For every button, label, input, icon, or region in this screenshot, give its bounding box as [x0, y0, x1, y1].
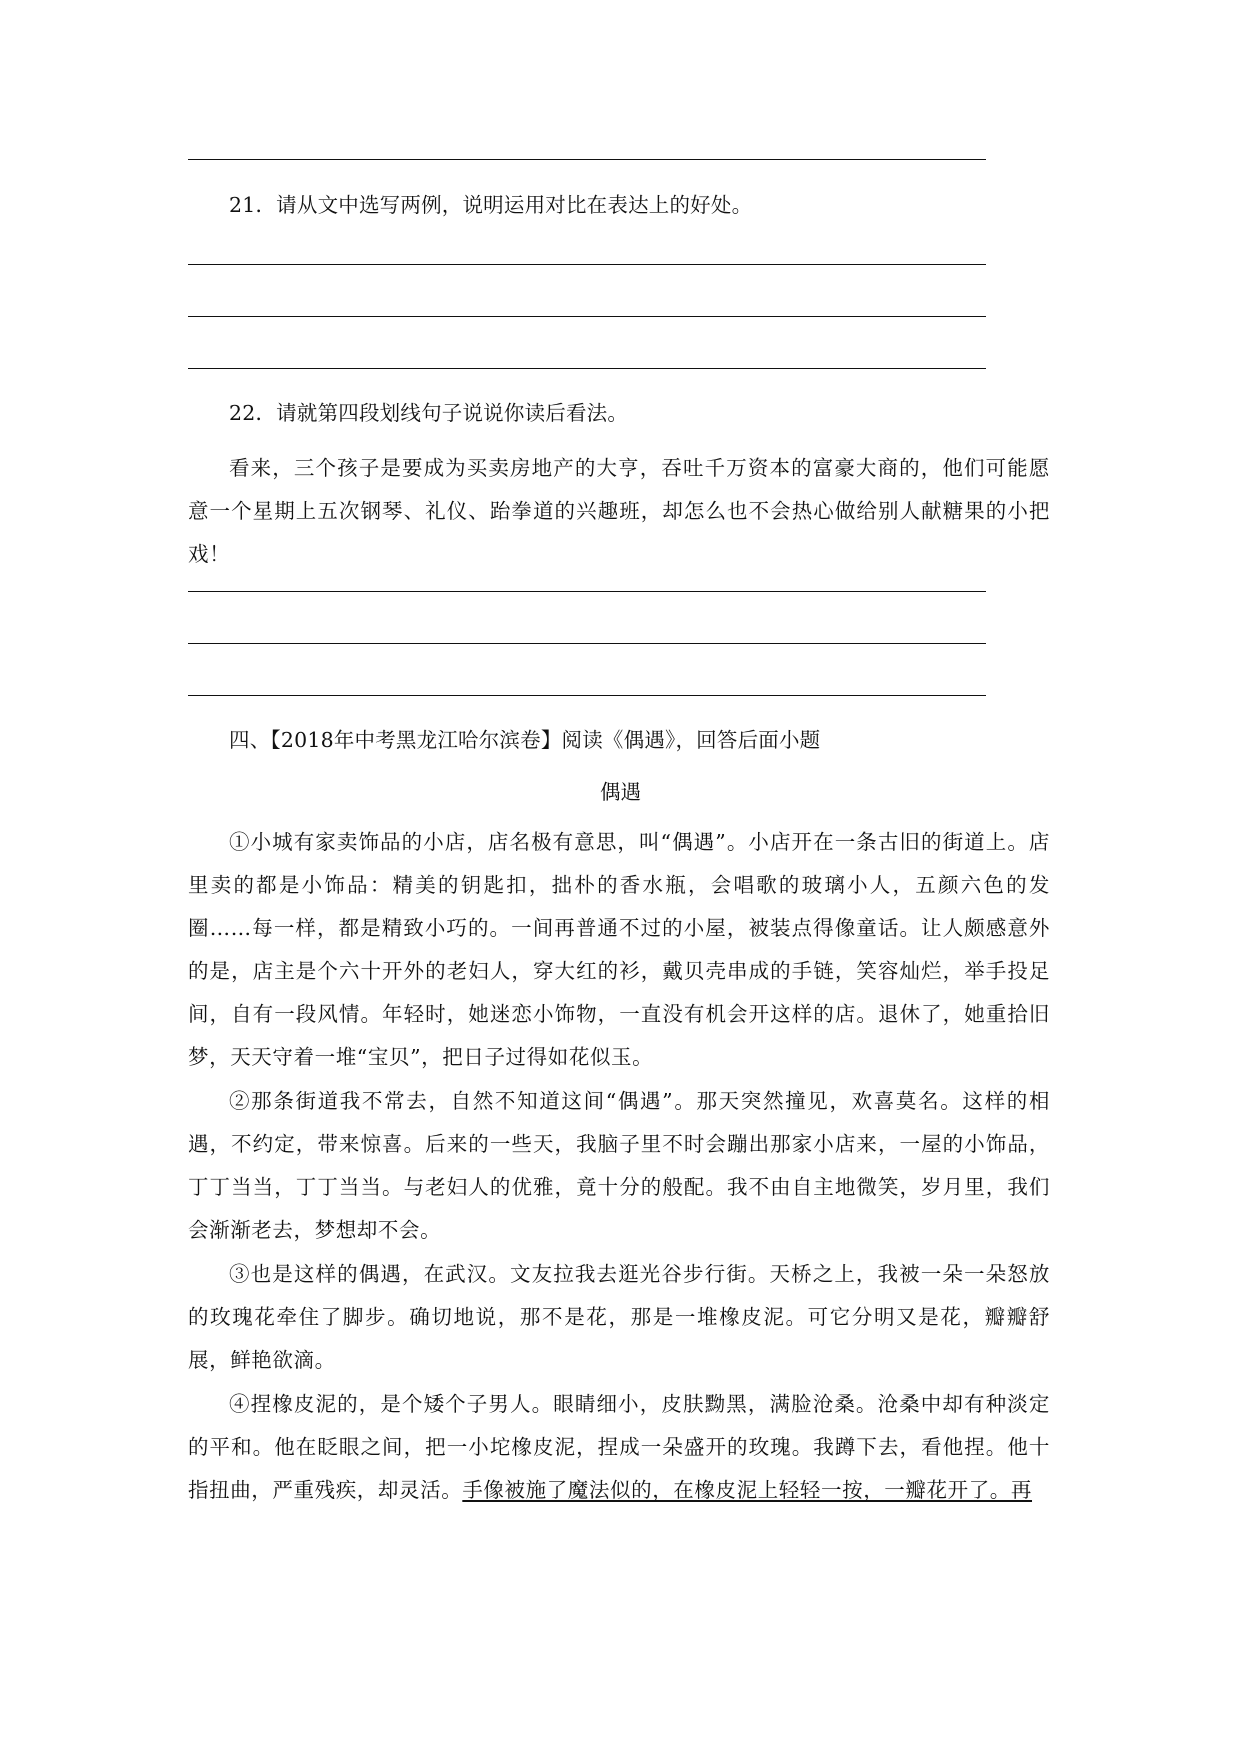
question-22: 22．请就第四段划线句子说说你读后看法。	[229, 401, 629, 425]
article-paragraph-4	[188, 1383, 1050, 1512]
article-paragraph-1: ①小城有家卖饰品的小店，店名极有意思，叫“偶遇”。小店开在一条古旧的街道上。店里卖的都是小饰品：精美的钥匙扣，拙朴的香水瓶，会唱歌的玻璃小人，五颜六色的发圈……每一样，都是精致小巧的。一间再普通不过的小屋，被装点得像童话。让人颇感意外的是，店主是个六十开外的老妇人，穿大红的衫，戴贝壳串成的手链，笑容灿烂，举手投足间，自有一段风情。年轻时，她迷恋小饰物，一直没有机会开这样的店。退休了，她重拾旧梦，天天守着一堆“宝贝”，把日子过得如花似玉。	[188, 830, 1050, 1069]
section-heading: 四、【2018年中考黑龙江哈尔滨卷】阅读《偶遇》，回答后面小题	[229, 728, 821, 752]
paragraph-4-text: ④捏橡皮泥的，是个矮个子男人。眼睛细小，皮肤黝黑，满脸沧桑。沧桑中却有种淡定的平和。他在眨眼之间，把一小坨橡皮泥，捏成一朵盛开的玫瑰。我蹲下去，看他捏。他十指扭曲，严重残疾，却灵活。	[188, 1392, 1050, 1502]
answer-line	[188, 695, 986, 696]
article-paragraph-2: ②那条街道我不常去，自然不知道这间“偶遇”。那天突然撞见，欢喜莫名。这样的相遇，不约定，带来惊喜。后来的一些天，我脑子里不时会蹦出那家小店来，一屋的小饰品，丁丁当当，丁丁当当。与老妇人的优雅，竟十分的般配。我不由自主地微笑，岁月里，我们会渐渐老去，梦想却不会。	[188, 1089, 1050, 1242]
article-paragraph-3: ③也是这样的偶遇，在武汉。文友拉我去逛光谷步行街。天桥之上，我被一朵一朵怒放的玫瑰花牵住了脚步。确切地说，那不是花，那是一堆橡皮泥。可它分明又是花，瓣瓣舒展，鲜艳欲滴。	[188, 1262, 1050, 1372]
answer-line	[188, 264, 986, 265]
answer-line	[188, 368, 986, 369]
answer-line	[188, 591, 986, 592]
underlined-sentence: 手像被施了魔法似的，在橡皮泥上轻轻一按，一瓣花开了。再	[462, 1478, 1033, 1502]
answer-line	[188, 159, 986, 160]
answer-line	[188, 316, 986, 317]
question-22-quote: 看来，三个孩子是要成为买卖房地产的大亨，吞吐千万资本的富豪大商的，他们可能愿意一个星期上五次钢琴、礼仪、跆拳道的兴趣班，却怎么也不会热心做给别人献糖果的小把戏！	[188, 456, 1050, 566]
article-title: 偶遇	[600, 780, 641, 804]
question-21: 21．请从文中选写两例，说明运用对比在表达上的好处。	[229, 193, 753, 217]
answer-line	[188, 643, 986, 644]
